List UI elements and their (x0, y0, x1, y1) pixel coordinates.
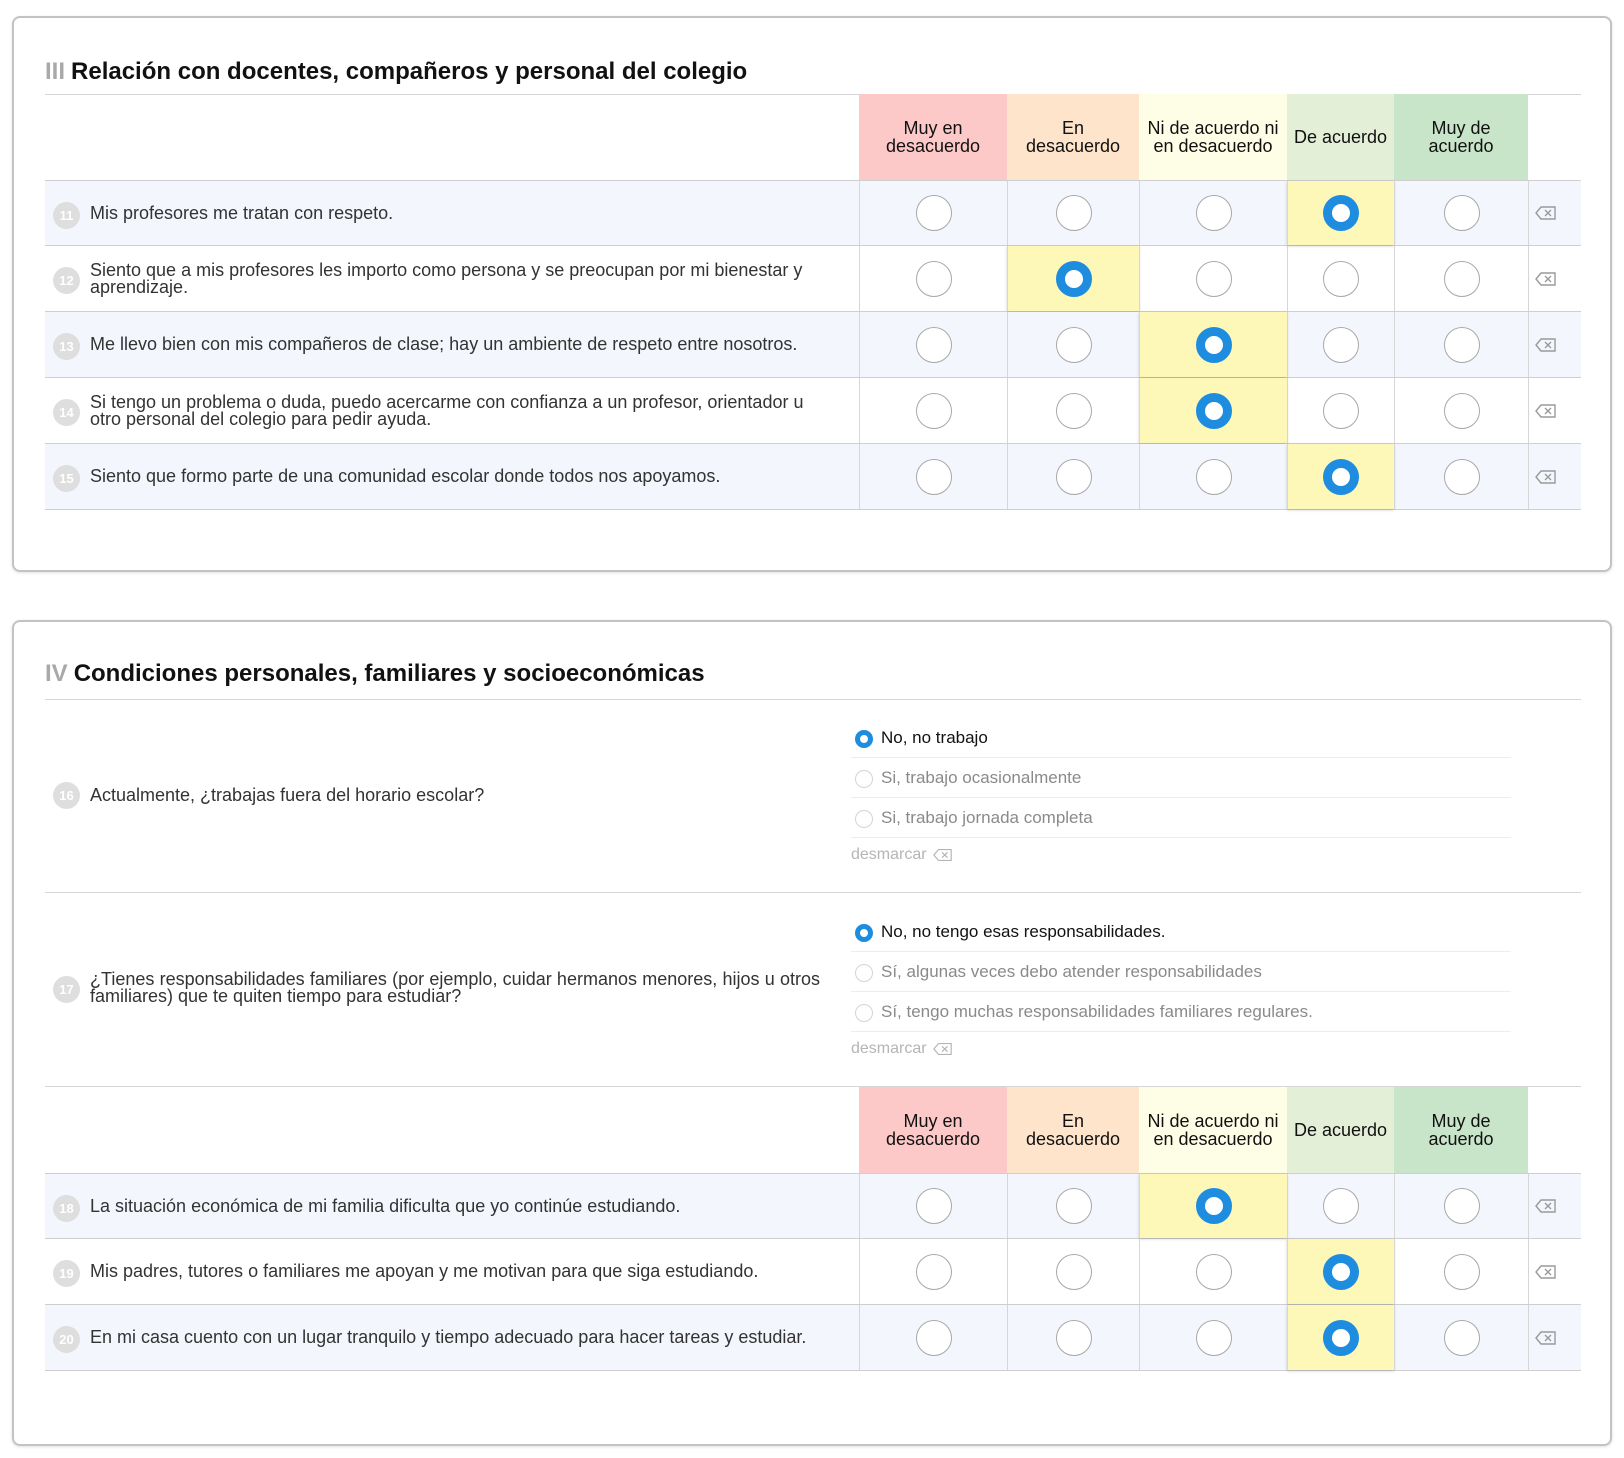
question-row (45, 1173, 1581, 1239)
question-number-badge: 11 (53, 202, 80, 229)
question-row (45, 180, 1581, 246)
option-cell-c4[interactable] (1394, 1174, 1528, 1238)
option-cell-c0[interactable] (859, 444, 1007, 509)
radio-option[interactable] (916, 1188, 952, 1224)
radio-option[interactable] (855, 770, 873, 788)
option-cell-c1[interactable] (1007, 378, 1139, 443)
option-cell-c0[interactable] (859, 312, 1007, 377)
option-cell-c2[interactable] (1139, 1174, 1287, 1238)
option-cell-c4[interactable] (1394, 1305, 1528, 1370)
question-cell (45, 312, 859, 377)
radio-option[interactable] (1056, 459, 1092, 495)
unmark-link[interactable] (851, 846, 953, 864)
radio-option[interactable] (1444, 195, 1480, 231)
eraser-icon (1535, 469, 1557, 485)
eraser-icon (1535, 403, 1557, 419)
radio-option[interactable] (855, 924, 873, 942)
option-cell-c2[interactable] (1139, 312, 1287, 377)
eraser-icon (1535, 205, 1557, 221)
option-cell-c1[interactable] (1007, 444, 1139, 509)
radio-option[interactable] (1056, 327, 1092, 363)
question-number-badge: 13 (53, 333, 80, 360)
radio-option[interactable] (1056, 393, 1092, 429)
radio-option[interactable] (1323, 195, 1359, 231)
radio-option[interactable] (1196, 393, 1232, 429)
clear-answer-button[interactable] (1528, 181, 1581, 245)
question-cell (45, 1305, 859, 1370)
option-cell-c4[interactable] (1394, 444, 1528, 509)
option-row[interactable] (851, 952, 1511, 992)
section-title (45, 58, 747, 86)
eraser-icon (933, 1042, 953, 1056)
section-iv-card (12, 620, 1612, 1446)
section-title (45, 660, 705, 688)
question-16 (45, 700, 1581, 892)
question-number-badge: 12 (53, 267, 80, 294)
option-label: Si, trabajo ocasionalmente (881, 768, 1082, 787)
option-cell-c1[interactable] (1007, 181, 1139, 245)
option-cell-c0[interactable] (859, 1174, 1007, 1238)
question-divider (45, 892, 1581, 893)
option-cell-c1[interactable] (1007, 1174, 1139, 1238)
radio-option[interactable] (1196, 1320, 1232, 1356)
question-number-badge: 14 (53, 399, 80, 426)
radio-option[interactable] (1444, 1254, 1480, 1290)
radio-option[interactable] (1444, 261, 1480, 297)
question-number-badge: 16 (53, 782, 80, 809)
question-text: Mis padres, tutores o familiares me apoyan y me motivan para que siga estudiando. (90, 1261, 759, 1281)
radio-option[interactable] (855, 810, 873, 828)
radio-option[interactable] (916, 327, 952, 363)
option-cell-c2[interactable] (1139, 1305, 1287, 1370)
scale-header-c0: Muy en desacuerdo (859, 94, 1007, 180)
section-number: IV (45, 660, 68, 687)
question-17 (45, 894, 1581, 1086)
scale-header-c4: Muy de acuerdo (1394, 94, 1528, 180)
option-cell-c0[interactable] (859, 246, 1007, 311)
radio-option[interactable] (1056, 261, 1092, 297)
scale-header-c2: Ni de acuerdo ni en desacuerdo (1139, 1087, 1287, 1173)
section-iii-card (12, 16, 1612, 572)
radio-option[interactable] (1323, 393, 1359, 429)
radio-option[interactable] (1196, 195, 1232, 231)
option-cell-c1[interactable] (1007, 312, 1139, 377)
radio-option[interactable] (916, 459, 952, 495)
radio-option[interactable] (1196, 1254, 1232, 1290)
eraser-icon (1535, 1264, 1557, 1280)
radio-option[interactable] (1196, 261, 1232, 297)
question-cell (45, 1174, 859, 1238)
radio-option[interactable] (916, 261, 952, 297)
radio-option[interactable] (916, 195, 952, 231)
clear-answer-button[interactable] (1528, 444, 1581, 509)
question-text: ¿Tienes responsabilidades familiares (por ejemplo, cuidar hermanos menores, hijos u otros familiares) que te quiten tiempo para estudiar? (90, 969, 820, 1006)
radio-option[interactable] (1196, 459, 1232, 495)
question-row (45, 1305, 1581, 1371)
question-cell (45, 181, 859, 245)
question-number-badge: 17 (53, 976, 80, 1003)
option-cell-c3[interactable] (1287, 1174, 1394, 1238)
option-cell-c3[interactable] (1287, 1305, 1394, 1370)
option-label: Sí, algunas veces debo atender responsabilidades (881, 962, 1262, 981)
option-cell-c0[interactable] (859, 1305, 1007, 1370)
radio-option[interactable] (1444, 393, 1480, 429)
option-cell-c3[interactable] (1287, 181, 1394, 245)
option-cell-c3[interactable] (1287, 246, 1394, 311)
question-number-badge: 15 (53, 465, 80, 492)
question-text: Actualmente, ¿trabajas fuera del horario escolar? (90, 784, 485, 805)
radio-option[interactable] (1444, 327, 1480, 363)
question-cell (45, 378, 859, 443)
question-text: Si tengo un problema o duda, puedo acercarme con confianza a un profesor, orientador u otro personal del colegio para pedir ayuda. (90, 391, 804, 429)
option-cell-c4[interactable] (1394, 246, 1528, 311)
option-cell-c2[interactable] (1139, 444, 1287, 509)
clear-answer-button[interactable] (1528, 1174, 1581, 1238)
radio-option[interactable] (916, 1254, 952, 1290)
question-number-badge: 19 (53, 1260, 80, 1287)
clear-answer-button[interactable] (1528, 1305, 1581, 1370)
clear-answer-button[interactable] (1528, 312, 1581, 377)
radio-option[interactable] (1323, 459, 1359, 495)
question-row (45, 312, 1581, 378)
option-cell-c2[interactable] (1139, 378, 1287, 443)
question-text: Siento que formo parte de una comunidad escolar donde todos nos apoyamos. (90, 466, 721, 486)
question-row (45, 1239, 1581, 1305)
option-row[interactable] (851, 798, 1511, 838)
question-number-badge: 18 (53, 1195, 80, 1222)
option-cell-c4[interactable] (1394, 1239, 1528, 1304)
question-cell (45, 444, 859, 509)
radio-option[interactable] (855, 1004, 873, 1022)
option-cell-c4[interactable] (1394, 312, 1528, 377)
option-cell-c2[interactable] (1139, 1239, 1287, 1304)
radio-option[interactable] (1056, 195, 1092, 231)
radio-option[interactable] (1444, 1188, 1480, 1224)
question-row (45, 378, 1581, 444)
eraser-icon (1535, 1198, 1557, 1214)
radio-option[interactable] (1196, 327, 1232, 363)
option-cell-c1[interactable] (1007, 246, 1139, 311)
question-text: Siento que a mis profesores les importo como persona y se preocupan por mi bienestar y aprendizaje. (90, 259, 803, 297)
option-label: No, no trabajo (881, 728, 988, 747)
option-label: Si, trabajo jornada completa (881, 808, 1093, 827)
radio-option[interactable] (916, 393, 952, 429)
scale-header-c1: En desacuerdo (1007, 94, 1139, 180)
question-text: La situación económica de mi familia dificulta que yo continúe estudiando. (90, 1195, 681, 1216)
radio-option[interactable] (1323, 261, 1359, 297)
radio-option[interactable] (1444, 1320, 1480, 1356)
scale-header-c4: Muy de acuerdo (1394, 1087, 1528, 1173)
radio-option[interactable] (1444, 459, 1480, 495)
option-label: Sí, tengo muchas responsabilidades familiares regulares. (881, 1002, 1313, 1021)
option-row[interactable] (851, 912, 1511, 952)
radio-option[interactable] (855, 964, 873, 982)
option-cell-c4[interactable] (1394, 378, 1528, 443)
eraser-icon (1535, 337, 1557, 353)
radio-option[interactable] (916, 1320, 952, 1356)
radio-option[interactable] (1196, 1188, 1232, 1224)
option-row[interactable] (851, 992, 1511, 1032)
scale-header-c3: De acuerdo (1287, 1087, 1394, 1173)
option-cell-c3[interactable] (1287, 1239, 1394, 1304)
scale-header-c1: En desacuerdo (1007, 1087, 1139, 1173)
scale-header-c0: Muy en desacuerdo (859, 1087, 1007, 1173)
unmark-label: desmarcar (851, 846, 927, 863)
option-cell-c3[interactable] (1287, 444, 1394, 509)
eraser-icon (1535, 271, 1557, 287)
eraser-icon (1535, 1330, 1557, 1346)
radio-option[interactable] (1323, 1254, 1359, 1290)
section-title-text: Relación con docentes, compañeros y personal del colegio (71, 58, 748, 85)
question-text: En mi casa cuento con un lugar tranquilo y tiempo adecuado para hacer tareas y estudiar. (90, 1327, 807, 1347)
question-row (45, 246, 1581, 312)
option-row[interactable] (851, 718, 1511, 758)
option-label: No, no tengo esas responsabilidades. (881, 922, 1166, 941)
option-cell-c3[interactable] (1287, 378, 1394, 443)
option-cell-c1[interactable] (1007, 1239, 1139, 1304)
clear-answer-button[interactable] (1528, 246, 1581, 311)
option-cell-c0[interactable] (859, 181, 1007, 245)
option-row[interactable] (851, 758, 1511, 798)
unmark-label: desmarcar (851, 1040, 927, 1057)
radio-option[interactable] (1056, 1188, 1092, 1224)
question-row (45, 444, 1581, 510)
section-number: III (45, 58, 66, 85)
radio-option[interactable] (855, 730, 873, 748)
option-cell-c1[interactable] (1007, 1305, 1139, 1370)
question-text: Me llevo bien con mis compañeros de clase; hay un ambiente de respeto entre nosotros. (90, 334, 798, 354)
radio-option[interactable] (1323, 1188, 1359, 1224)
scale-header-row (45, 1087, 1581, 1173)
radio-option[interactable] (1323, 1320, 1359, 1356)
question-cell (45, 246, 859, 311)
option-cell-c0[interactable] (859, 1239, 1007, 1304)
question-cell (45, 1239, 859, 1304)
option-cell-c4[interactable] (1394, 181, 1528, 245)
eraser-icon (933, 848, 953, 862)
option-cell-c0[interactable] (859, 378, 1007, 443)
scale-header-c2: Ni de acuerdo ni en desacuerdo (1139, 94, 1287, 180)
option-cell-c2[interactable] (1139, 246, 1287, 311)
question-text: Mis profesores me tratan con respeto. (90, 202, 394, 223)
radio-option[interactable] (1056, 1320, 1092, 1356)
clear-answer-button[interactable] (1528, 378, 1581, 443)
scale-header-c3: De acuerdo (1287, 94, 1394, 180)
section-title-text: Condiciones personales, familiares y socioeconómicas (73, 660, 705, 687)
radio-option[interactable] (1056, 1254, 1092, 1290)
radio-option[interactable] (1323, 327, 1359, 363)
option-cell-c2[interactable] (1139, 181, 1287, 245)
unmark-link[interactable] (851, 1040, 953, 1058)
clear-answer-button[interactable] (1528, 1239, 1581, 1304)
scale-header-row (45, 94, 1581, 180)
question-number-badge: 20 (53, 1326, 80, 1353)
option-cell-c3[interactable] (1287, 312, 1394, 377)
